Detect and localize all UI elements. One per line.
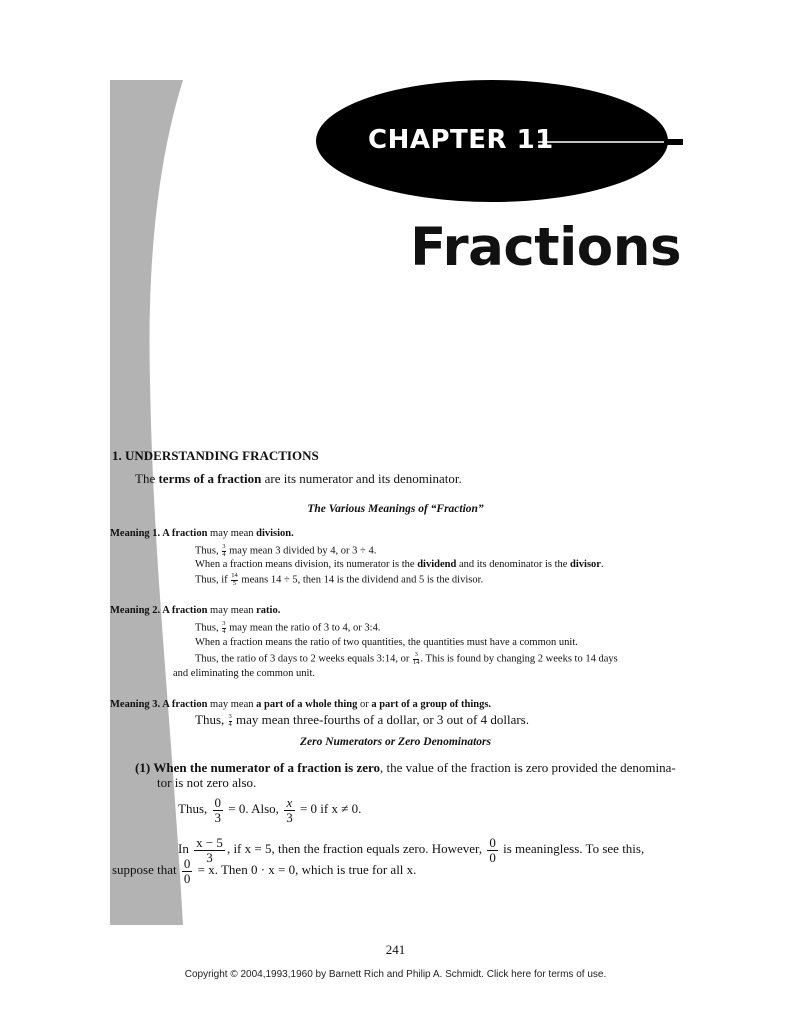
meaning2-line3: Thus, the ratio of 3 days to 2 weeks equals 3:14, or $\frac{3}{14}$ . This is found by changing 2 weeks to 14 days [195,651,618,666]
chapter-title: Fractions [410,217,681,278]
chapter-label: CHAPTER 11 [368,125,554,155]
page-number: 241 [385,942,406,957]
fraction-0-3: $\frac{0}{3}$ [214,795,221,825]
meaning3-heading: Meaning 3. A fraction may mean a part of a whole thing or a part of a group of things. [110,699,492,710]
meaning2-line2: When a fraction means the ratio of two quantities, the quantities must have a common unit. [195,637,578,648]
section-heading: 1. UNDERSTANDING FRACTIONS [112,448,319,463]
fraction-x-minus-5-over-3: $\frac{x - 5}{3}$ [196,835,223,865]
rule1-line1: (1) When the numerator of a fraction is zero, the value of the fraction is zero provided the denomina- [135,760,676,775]
zero-heading: Zero Numerators or Zero Denominators [299,736,492,748]
fraction-0-0: $\frac{0}{0}$ [489,835,496,865]
copyright-footer[interactable]: Copyright © 2004,1993,1960 by Barnett Rich and Philip A. Schmidt. Click here for terms of use. [184,969,607,980]
meaning3-line1: Thus, $\frac{3}{4}$ may mean three-fourths of a dollar, or 3 out of 4 dollars. [195,712,529,728]
example2-line2: suppose that $\frac{0}{0}$ = x. Then 0 · x = 0, which is true for all x. [112,856,417,886]
fraction-14-5: $\frac{14}{5}$ [231,572,238,587]
meanings-heading: The Various Meanings of “Fraction” [307,503,484,515]
fraction-3-4: $\frac{3}{4}$ [228,713,232,728]
meaning2-line4: and eliminating the common unit. [173,668,316,679]
meaning1-line3: Thus, if $\frac{14}{5}$ means 14 ÷ 5, then 14 is the dividend and 5 is the divisor. [195,572,484,587]
meaning1-line1: Thus, $\frac{3}{4}$ may mean 3 divided by 4, or 3 ÷ 4. [195,543,377,558]
example1: Thus, $\frac{0}{3}$ = 0. Also, $\frac{x}{3}$ = 0 if x ≠ 0. [178,795,362,825]
meaning2-line1: Thus, $\frac{3}{4}$ may mean the ratio of 3 to 4, or 3:4. [195,620,381,635]
intro-line: The terms of a fraction are its numerator and its denominator. [135,471,462,486]
example2-line1: In $\frac{x - 5}{3}$ , if x = 5, then the fraction equals zero. However, $\frac{0}{0}$ is meaningless. To see this, [178,835,645,865]
chapter-rule-end [666,139,683,145]
fraction-3-4: $\frac{3}{4}$ [222,620,226,635]
rule1-line2: tor is not zero also. [157,775,257,790]
meaning1-line2: When a fraction means division, its numerator is the dividend and its denominator is the divisor. [195,559,604,570]
fraction-3-4: $\frac{3}{4}$ [222,543,226,558]
fraction-3-14: $\frac{3}{14}$ [412,651,420,666]
meaning2-heading: Meaning 2. A fraction may mean ratio. [110,605,281,616]
fraction-x-3: $\frac{x}{3}$ [286,795,293,825]
meaning1-heading: Meaning 1. A fraction may mean division. [110,528,294,539]
fraction-0-0: $\frac{0}{0}$ [183,856,191,886]
